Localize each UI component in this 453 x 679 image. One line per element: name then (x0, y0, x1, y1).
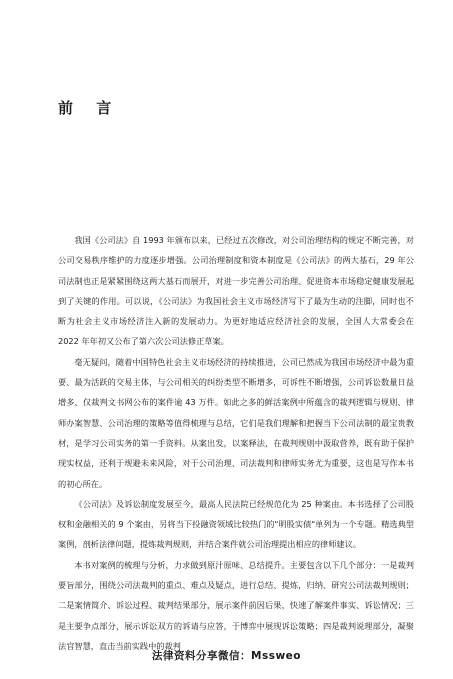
paragraph: 我国《公司法》自 1993 年颁布以来，已经过五次修改，对公司治理结构的规定不断完善，对公司交易秩序维护的力度逐步增强。公司治理制度和资本制度是《公司法》的两大基石，29 年公司法制也正是紧紧围绕这两大基石而展开，对进一步完善公司治理、促进资本市场稳定健康发展起到了关键的作用。可以说，《公司法》为我国社会主义市场经济写下了最为生动的注脚，同时也不断为社会主义市场经济注入新的发展动力。为更好地适应经济社会的发展，全国人大常委会在 2022 年年初又公布了第六次公司法修正草案。 (58, 235, 414, 347)
paragraph: 本书对案例的梳理与分析，力求做到原汁原味、总结提升。主要包含以下几个部分：一是裁判要旨部分，围绕公司法裁判的重点、难点及疑点，进行总结、提炼，归纳、研究公司法裁判规则；二是案情简介、诉讼过程、裁判结果部分，展示案件前因后果，快速了解案件事实、诉讼情况；三是主要争点部分，展示诉讼双方的诉请与应答，于博弈中展现诉讼策略；四是裁判说理部分，凝聚法官智慧，直击当前实践中的裁判 (58, 559, 414, 651)
page-title: 前 言 (58, 99, 121, 117)
preface-body (58, 230, 414, 656)
paragraph: 毫无疑问，随着中国特色社会主义市场经济的持续推进，公司已然成为我国市场经济中最为重要、最为活跃的交易主体，与公司相关的纠纷类型不断增多，可诉性不断增强，公司诉讼数量日益增多，仅裁判文书网公布的案件逾 43 万件。如此之多的鲜活案例中所蕴含的裁判逻辑与规则、律师办案智慧、公司治理的策略等值得梳理与总结，它们是我们理解和把握当下公司法制的最宝贵教材，是学习公司实务的第一手资料。从案出发，以案释法，在裁判规则中汲取营养，既有助于保护现实权益，还利于规避未来风险，对于公司治理、司法裁判和律师实务尤为重要，这也是写作本书的初心所在。 (58, 356, 414, 489)
paragraph: 《公司法》及诉讼制度发展至今，最高人民法院已经规范化为 25 种案由。本书选择了公司股权和金融相关的 9 个案由，另将当下投融资领域比较热门的"明股实债"单列为一个专题。精选典型案例，剖析法律问题，提炼裁判规则，并结合案件就公司治理提出相应的律师建议。 (58, 498, 414, 550)
footer-watermark: 法律资料分享微信：Mssweo (152, 650, 301, 662)
